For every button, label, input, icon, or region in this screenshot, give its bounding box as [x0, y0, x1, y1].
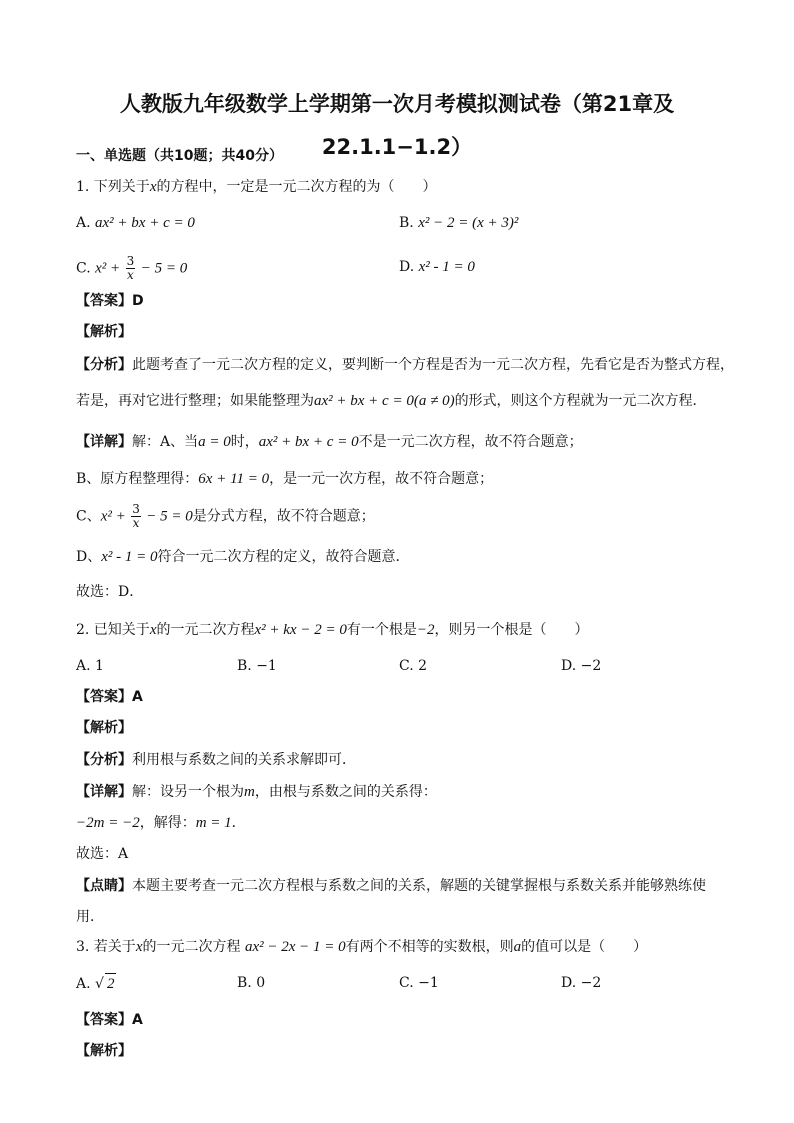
q2-xiangjie-2: −2m = −2，解得：m = 1．: [76, 815, 246, 831]
q1-option-c: C. x² + $\frac{3}{x}$ − 5 = 0: [76, 254, 188, 282]
q3-option-c: C. −1: [399, 975, 439, 991]
page-title-line2: 22.1.1−1.2）: [321, 135, 473, 159]
q3-stem: 3. 若关于x的一元二次方程 ax² − 2x − 1 = 0有两个不相等的实数根，则a的值可以是（ ）: [76, 939, 648, 955]
q2-option-d: D. −2: [561, 658, 602, 674]
q1-option-b: B. x² − 2 = (x + 3)²: [399, 215, 519, 231]
q1-xiangjie-3: C、x² + $\frac{3}{x}$ − 5 = 0是分式方程，故不符合题意；: [76, 502, 375, 530]
q3-option-a: A. √ 2: [76, 973, 116, 994]
q2-option-b: B. −1: [237, 658, 277, 674]
q2-choose: 故选：A: [76, 846, 129, 862]
q2-xiangjie-1: 【详解】解：设另一个根为m，由根与系数之间的关系得：: [76, 784, 437, 800]
q1-option-a: A. ax² + bx + c = 0: [76, 215, 195, 231]
q2-option-a: A. 1: [76, 658, 104, 674]
q1-analysis-label: 【解析】: [76, 324, 132, 340]
q1-choose: 故选：D．: [76, 584, 144, 600]
q2-analysis-label: 【解析】: [76, 720, 132, 736]
q3-option-d: D. −2: [561, 975, 602, 991]
q1-stem: 1. 下列关于x的方程中，一定是一元二次方程的为（ ）: [76, 179, 437, 195]
q1-answer: 【答案】D: [76, 293, 144, 309]
q1-xiangjie-2: B、原方程整理得：6x + 11 = 0，是一元一次方程，故不符合题意；: [76, 471, 494, 487]
q3-answer: 【答案】A: [76, 1012, 143, 1028]
page-title-line1: 人教版九年级数学上学期第一次月考模拟测试卷（第21章及: [119, 92, 675, 116]
q2-dianjing-2: 用．: [76, 909, 104, 925]
q2-fenxi: 【分析】利用根与系数之间的关系求解即可．: [76, 752, 356, 768]
q1-option-d: D. x² - 1 = 0: [399, 259, 475, 275]
section-header: 一、单选题（共10题；共40分）: [76, 148, 283, 164]
q3-analysis-label: 【解析】: [76, 1043, 132, 1059]
q2-stem: 2. 已知关于x的一元二次方程x² + kx − 2 = 0有一个根是−2，则另一个根是（ ）: [76, 622, 589, 638]
q2-dianjing-1: 【点睛】本题主要考查一元二次方程根与系数之间的关系，解题的关键掌握根与系数关系并能够熟练使: [76, 878, 706, 894]
q1-xiangjie-1: 【详解】解：A、当a = 0时，ax² + bx + c = 0不是一元二次方程，故不符合题意；: [76, 434, 583, 450]
q3-option-b: B. 0: [237, 975, 266, 991]
q1-xiangjie-4: D、x² - 1 = 0符合一元二次方程的定义，故符合题意．: [76, 549, 410, 565]
q2-answer: 【答案】A: [76, 689, 143, 705]
q1-fenxi-1: 【分析】此题考查了一元二次方程的定义，要判断一个方程是否为一元二次方程，先看它是否为整式方程，: [76, 357, 734, 373]
fraction: $\frac{3}{x}$: [132, 502, 140, 530]
q1-fenxi-2: 若是，再对它进行整理；如果能整理为ax² + bx + c = 0(a ≠ 0)的形式，则这个方程就为一元二次方程．: [76, 393, 707, 409]
q2-option-c: C. 2: [399, 658, 428, 674]
fraction: $\frac{3}{x}$: [126, 254, 135, 282]
